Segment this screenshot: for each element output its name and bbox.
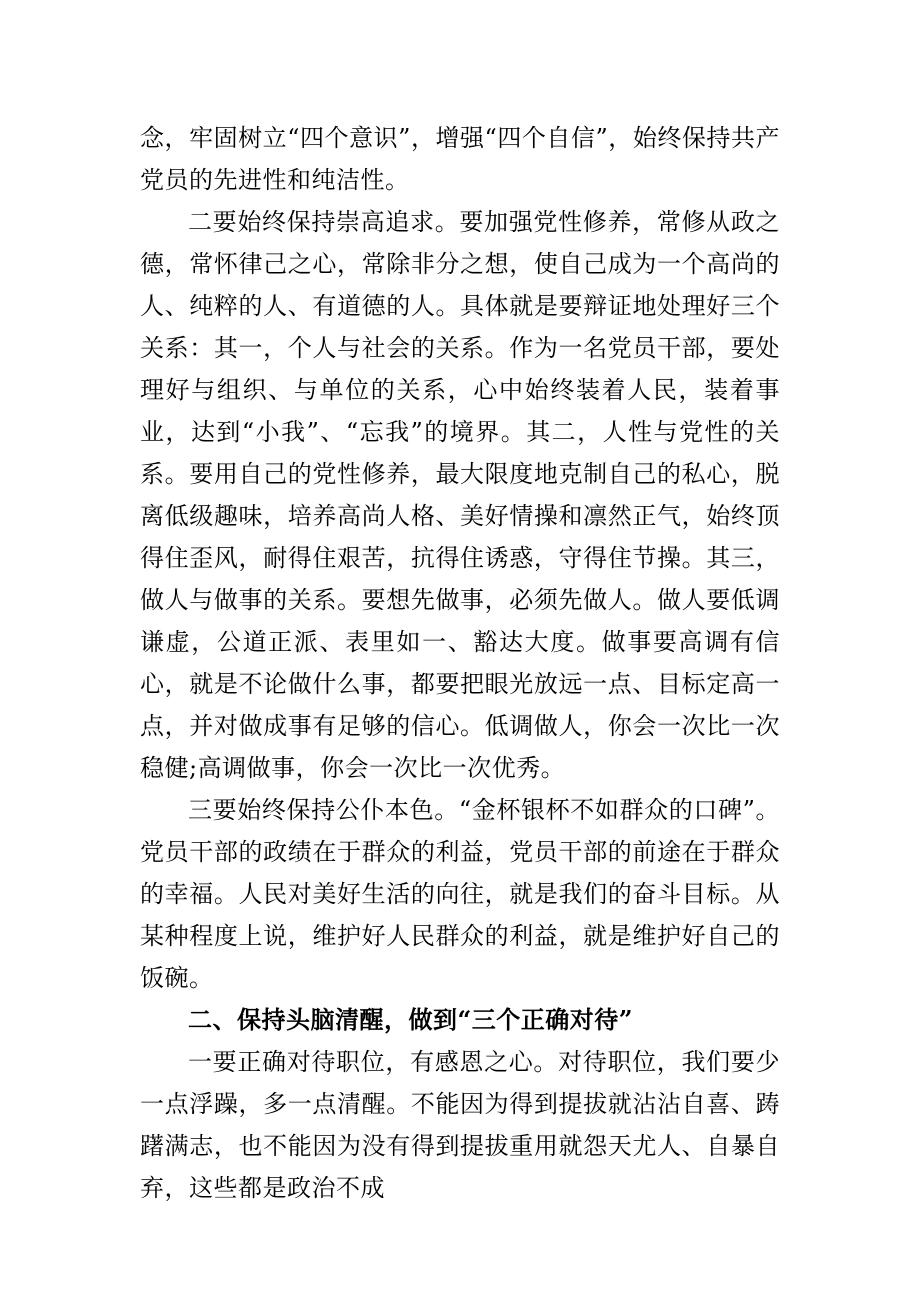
paragraph-third-requirement: 三要始终保持公仆本色。“金杯银杯不如群众的口碑”。党员干部的政绩在于群众的利益，党员干部的前途在于群众的幸福。人民对美好生活的向往，就是我们的奋斗目标。从某种程度上说，维护好人民群众的利益，就是维护好自己的饭碗。	[140, 796, 780, 992]
document-body	[140, 117, 780, 1209]
paragraph-second-requirement: 二要始终保持崇高追求。要加强党性修养，常修从政之德，常怀律己之心，常除非分之想，使自己成为一个高尚的人、纯粹的人、有道德的人。具体就是要辩证地处理好三个关系：其一，个人与社会的关系。作为一名党员干部，要处理好与组织、与单位的关系，心中始终装着人民，装着事业，达到“小我”、“忘我”的境界。其二，人性与党性的关系。要用自己的党性修养，最大限度地克制自己的私心，脱离低级趣味，培养高尚人格、美好情操和凛然正气，始终顶得住歪风，耐得住艰苦，抗得住诱惑，守得住节操。其三，做人与做事的关系。要想先做事，必须先做人。做人要低调谦虚，公道正派、表里如一、豁达大度。做事要高调有信心，就是不论做什么事，都要把眼光放远一点、目标定高一点，并对做成事有足够的信心。低调做人，你会一次比一次稳健;高调做事，你会一次比一次优秀。	[140, 208, 780, 782]
paragraph-continuation: 念，牢固树立“四个意识”，增强“四个自信”，始终保持共产党员的先进性和纯洁性。	[140, 124, 780, 194]
section-heading: 二、保持头脑清醒，做到“三个正确对待”	[188, 1005, 634, 1034]
paragraph-first-correct-attitude: 一要正确对待职位，有感恩之心。对待职位，我们要少一点浮躁，多一点清醒。不能因为得到提拔就沾沾自喜、踌躇满志，也不能因为没有得到提拔重用就怨天尤人、自暴自弃，这些都是政治不成	[140, 1048, 780, 1202]
